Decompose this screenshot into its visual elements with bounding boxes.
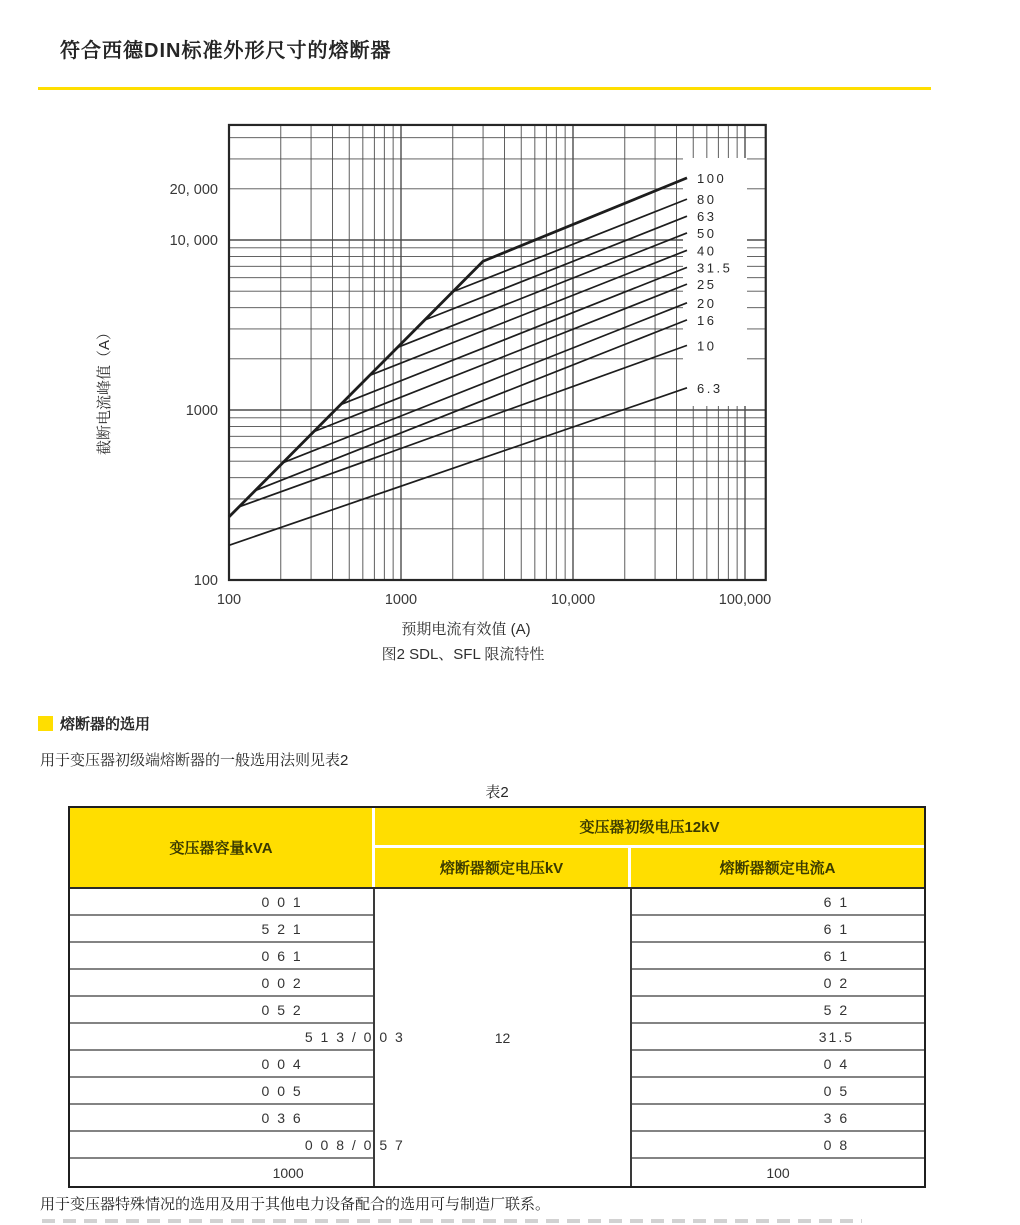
x-tick-label: 100,000 — [718, 592, 772, 608]
capacity-value: 0 0 8 / 0 5 7 — [304, 1136, 405, 1153]
x-tick-label: 1000 — [384, 592, 418, 608]
table-cell-current — [632, 970, 924, 997]
table-cell-capacity — [70, 1132, 405, 1159]
table-cell-capacity — [70, 889, 373, 916]
capacity-value: 0 6 1 — [261, 947, 303, 964]
header-primary-voltage: 变压器初级电压12kV — [375, 808, 924, 848]
section-title: 熔断器的选用 — [60, 716, 151, 733]
table-cell-current — [632, 1105, 924, 1132]
curve-label-31.5: 31.5 — [697, 260, 733, 276]
capacity-value: 0 0 1 — [261, 893, 303, 910]
table-cell-capacity — [70, 970, 373, 997]
chart-tick-labels — [170, 182, 772, 608]
x-axis-title: 预期电流有效值 (A) — [401, 621, 531, 638]
section-bullet-square — [38, 716, 53, 731]
table-cell-capacity — [70, 1105, 373, 1132]
table-cell-current — [632, 916, 924, 943]
column-rated-voltage — [375, 889, 632, 1186]
table-cell-current — [632, 997, 924, 1024]
current-value: 0 8 — [823, 1136, 850, 1153]
header-right-group — [375, 808, 924, 887]
table-cell-capacity — [70, 943, 373, 970]
column-rated-current — [632, 889, 924, 1186]
y-tick-label: 20, 000 — [169, 181, 218, 198]
table-caption: 表2 — [485, 784, 509, 801]
table-header — [70, 808, 924, 887]
table-cell-current — [632, 1078, 924, 1105]
y-tick-label: 1000 — [185, 403, 218, 419]
curve-20 — [283, 303, 687, 463]
current-value: 0 5 — [823, 1082, 850, 1099]
capacity-value: 0 0 4 — [261, 1055, 303, 1072]
curve-label-20: 20 — [697, 295, 717, 311]
capacity-value: 5 2 1 — [261, 920, 303, 937]
curve-label-40: 40 — [697, 243, 717, 259]
header-rated-current: 熔断器额定电流A — [719, 860, 836, 877]
table-cell-capacity — [70, 916, 373, 943]
current-value: 3 6 — [823, 1109, 850, 1126]
table-cell-capacity — [70, 1078, 373, 1105]
curve-label-25: 25 — [697, 277, 717, 293]
y-tick-label: 10, 000 — [169, 233, 218, 249]
capacity-value: 1000 — [272, 1164, 304, 1181]
table-cell-capacity — [70, 1051, 373, 1078]
column-capacity — [70, 889, 405, 1186]
capacity-value: 0 0 5 — [261, 1082, 303, 1099]
x-tick-label: 10,000 — [550, 592, 596, 608]
table-cell-capacity — [70, 997, 373, 1024]
title-divider — [38, 87, 931, 90]
header-rated-voltage: 熔断器额定电压kV — [375, 848, 631, 887]
current-value: 100 — [766, 1164, 790, 1181]
capacity-value: 0 3 6 — [261, 1109, 303, 1126]
curve-40 — [369, 250, 687, 375]
table-cell-capacity — [70, 1024, 405, 1051]
chart-caption: 图2 SDL、SFL 限流特性 — [381, 646, 545, 663]
current-value: 0 2 — [823, 974, 850, 991]
footnote-text: 用于变压器特殊情况的选用及用于其他电力设备配合的选用可与制造厂联系。 — [40, 1196, 551, 1213]
table-cell-capacity — [70, 1159, 373, 1186]
y-axis-title: 截断电流峰值（A） — [96, 324, 113, 456]
curve-label-100: 100 — [697, 170, 727, 186]
curve-label-10: 10 — [697, 338, 717, 354]
rated-voltage-value: 12 — [494, 1029, 511, 1046]
table-body — [70, 887, 924, 1186]
curve-label-50: 50 — [697, 225, 717, 241]
curve-label-6.3: 6.3 — [697, 380, 723, 396]
capacity-value: 5 1 3 / 0 0 3 — [304, 1028, 405, 1045]
current-value: 31.5 — [818, 1028, 855, 1045]
curve-label-80: 80 — [697, 192, 717, 208]
curve-10 — [239, 345, 687, 506]
curve-label-16: 16 — [697, 312, 717, 328]
header-subrow — [375, 848, 924, 887]
page-title: 符合西德DIN标准外形尺寸的熔断器 — [60, 40, 392, 62]
current-value: 0 4 — [823, 1055, 850, 1072]
curve-16 — [255, 320, 687, 491]
section-intro-text: 用于变压器初级端熔断器的一般选用法则见表2 — [40, 752, 349, 769]
table-cell-current — [632, 1132, 924, 1159]
chart-curves — [229, 158, 747, 545]
current-value: 6 1 — [823, 947, 850, 964]
y-tick-label: 100 — [193, 573, 218, 589]
header-capacity: 变压器容量kVA — [70, 808, 375, 887]
cropped-text-remnant — [42, 1219, 862, 1223]
current-value: 5 2 — [823, 1001, 850, 1018]
current-value: 6 1 — [823, 893, 850, 910]
curve-6.3 — [229, 388, 687, 545]
current-value: 6 1 — [823, 920, 850, 937]
table-cell-current — [632, 889, 924, 916]
table-cell-current — [632, 1024, 924, 1051]
capacity-value: 0 0 2 — [261, 974, 303, 991]
curve-50 — [397, 233, 687, 348]
capacity-value: 0 5 2 — [261, 1001, 303, 1018]
fuse-selection-table — [68, 806, 926, 1188]
x-tick-label: 100 — [216, 592, 242, 608]
limiting-characteristic-chart — [85, 112, 785, 672]
chart-svg — [85, 112, 785, 672]
table-cell-current — [632, 943, 924, 970]
curve-label-63: 63 — [697, 209, 717, 225]
table-cell-current — [632, 1159, 924, 1186]
table-cell-current — [632, 1051, 924, 1078]
